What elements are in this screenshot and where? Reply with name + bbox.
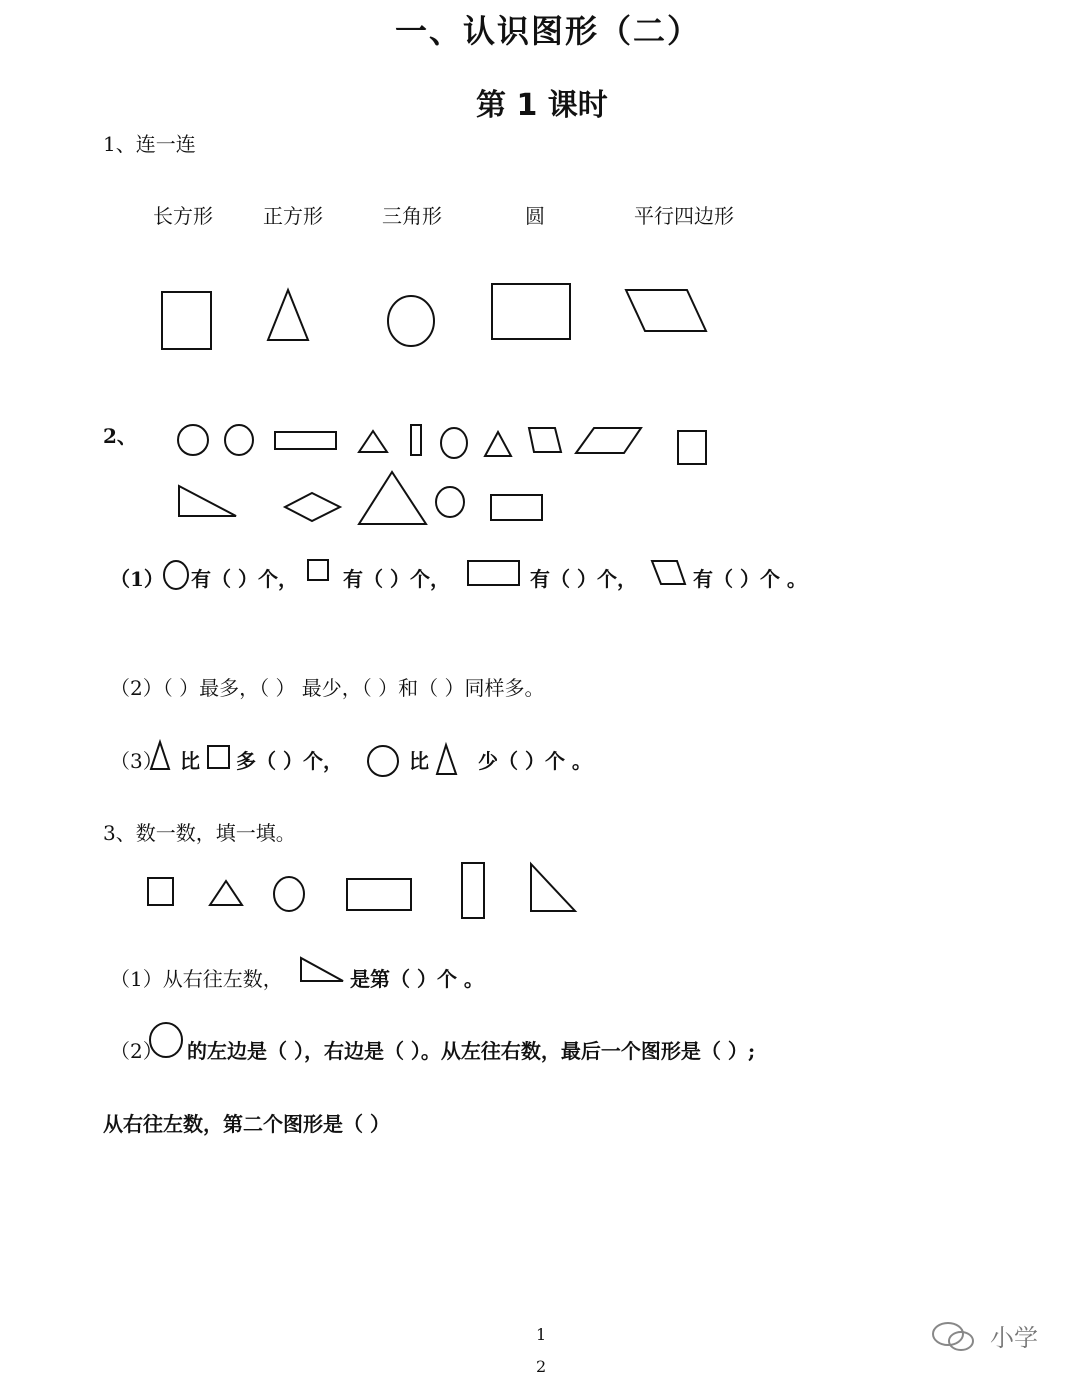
q2-p1-text-square: 有（ ）个，	[343, 567, 450, 591]
q2-p3-text-1: 比	[180, 749, 200, 773]
q1-label: 1、连一连	[103, 132, 196, 156]
q2-p3-text-4: 少（ ）个 。	[478, 749, 592, 773]
q2-label: 2、	[103, 424, 137, 448]
q3-p1-prefix: （1）从右往左数，	[110, 967, 283, 991]
q1-name-rectangle: 长方形	[153, 204, 213, 228]
q2-p1-prefix: （1）	[110, 567, 164, 591]
q3-p1-suffix: 是第（ ）个 。	[350, 967, 484, 991]
watermark-text: 小学	[990, 1324, 1038, 1352]
q2-p1-text-circle: 有（ ）个，	[191, 567, 298, 591]
q1-name-triangle: 三角形	[382, 204, 442, 228]
circle-icon	[150, 1023, 182, 1057]
q1-name-circle: 圆	[525, 204, 545, 228]
q2-p3-text-3: 比	[409, 749, 429, 773]
q1-name-square: 正方形	[263, 204, 323, 228]
q2-p1-text-trapezoid: 有（ ）个 。	[693, 567, 807, 591]
q3-label: 3、数一数，填一填。	[103, 821, 296, 845]
page-title: 一、认识图形（二）	[395, 12, 702, 50]
q1-name-parallelogram: 平行四边形	[634, 204, 734, 228]
page-number-1: 1	[536, 1325, 547, 1344]
q2-p3-prefix: （3）	[110, 749, 163, 773]
q2-p2: （2）（ ）最多，（ ） 最少，（ ）和（ ）同样多。	[110, 676, 545, 700]
q3-p2-suffix: 的左边是（ ），右边是（ ）。从左往右数，最后一个图形是（ ）;	[187, 1039, 756, 1063]
page-number-2: 2	[536, 1357, 547, 1376]
q2-p1-text-rectangle: 有（ ）个，	[530, 567, 637, 591]
q3-p3: 从右往左数，第二个图形是（ ）	[103, 1112, 390, 1136]
lesson-title: 第 1 课时	[476, 88, 608, 123]
q2-p3-text-2: 多（ ）个，	[236, 749, 343, 773]
chat-bubble-icon	[928, 1320, 978, 1354]
q3-p2-prefix: （2）	[110, 1039, 163, 1063]
